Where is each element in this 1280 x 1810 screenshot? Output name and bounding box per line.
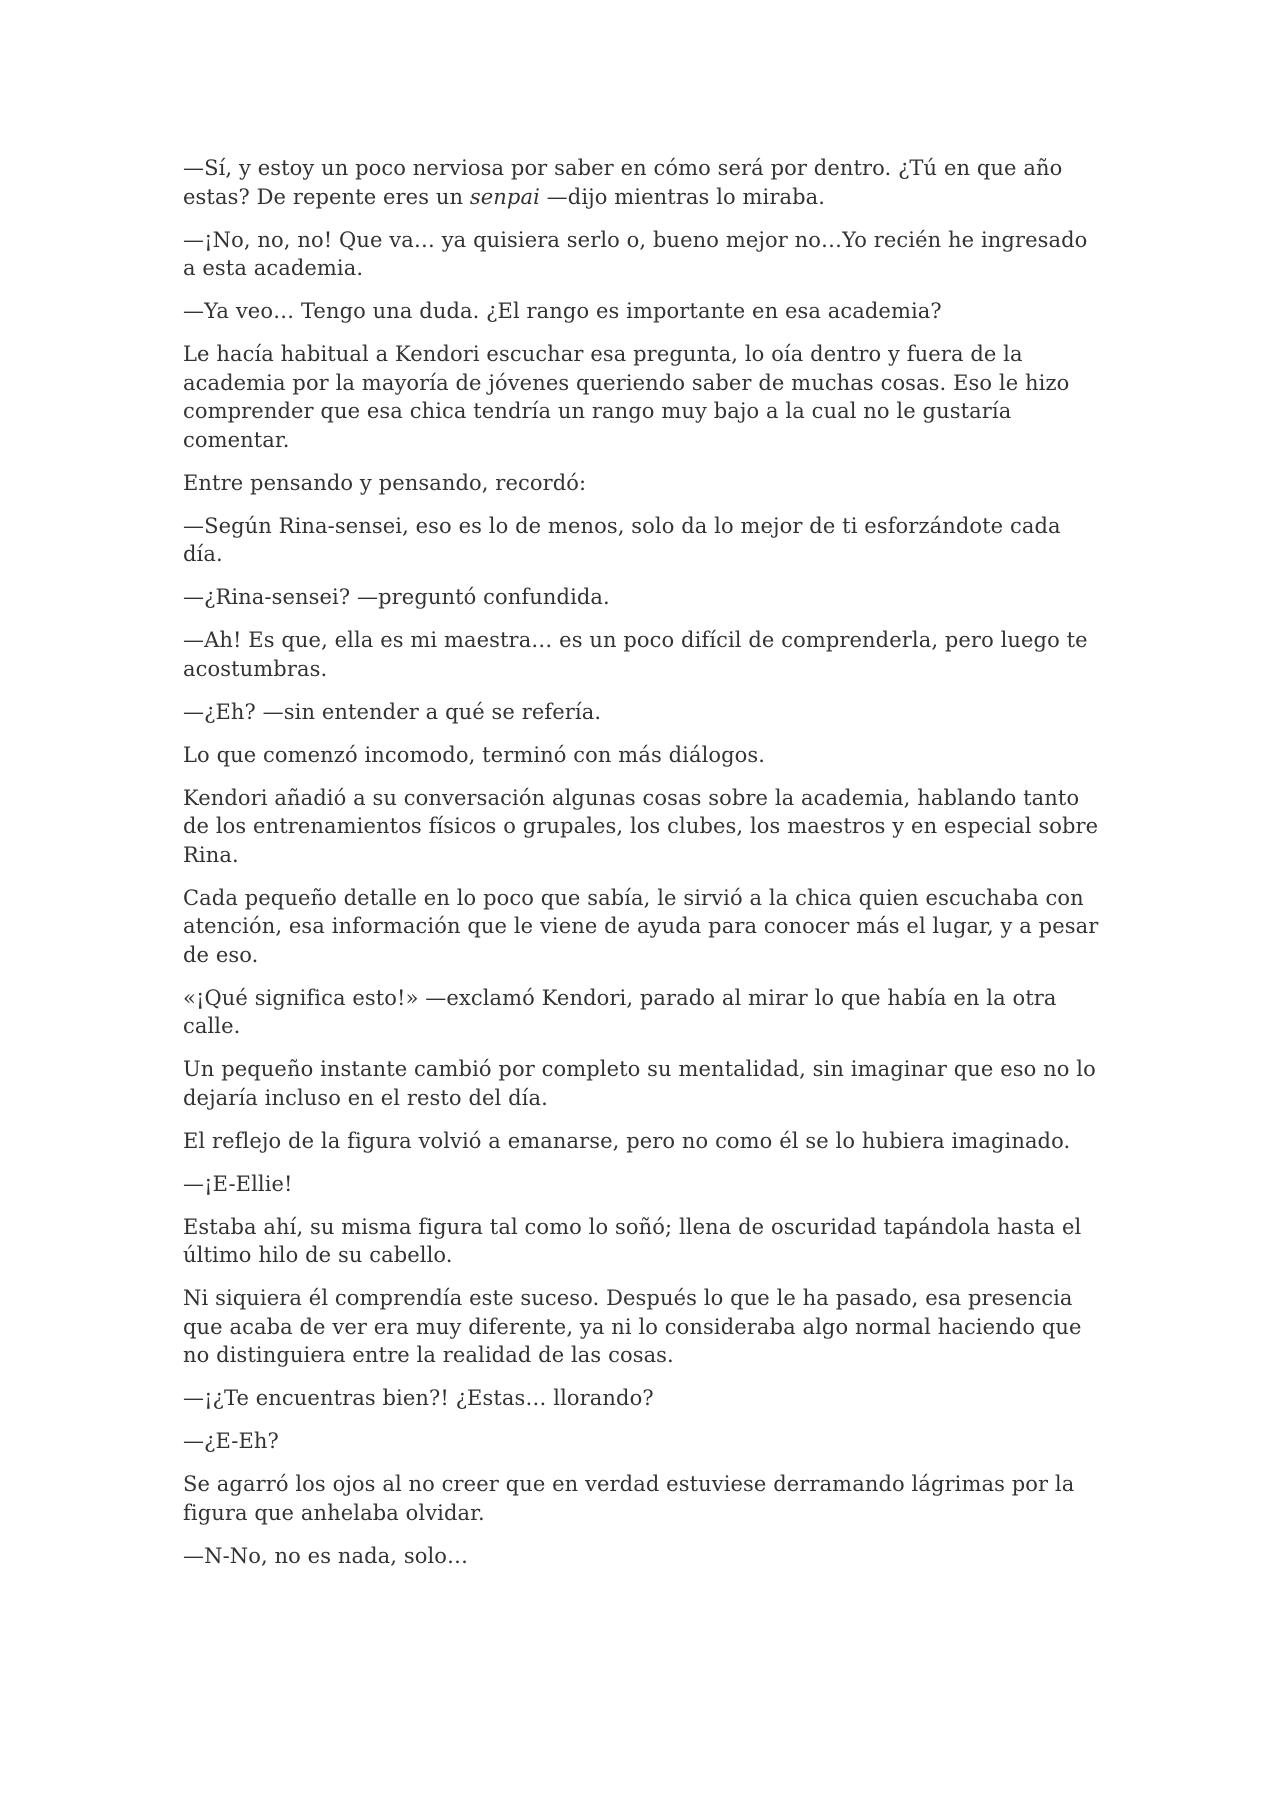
paragraph: —Ah! Es que, ella es mi maestra… es un poco difícil de comprenderla, pero luego te acostumbras.: [183, 628, 1088, 681]
body-text: [183, 154, 1101, 1585]
paragraph: —¡E-Ellie!: [183, 1171, 293, 1196]
paragraph: «¡Qué significa esto!» —exclamó Kendori, parado al mirar lo que había en la otra calle.: [183, 985, 1057, 1038]
paragraph: —¿E-Eh?: [183, 1429, 279, 1453]
paragraph: Entre pensando y pensando, recordó:: [183, 470, 587, 495]
paragraph: —Según Rina-sensei, eso es lo de menos, solo da lo mejor de ti esforzándote cada día.: [183, 513, 1061, 566]
paragraph: —¡¿Te encuentras bien?! ¿Estas… llorando?: [183, 1386, 654, 1410]
paragraph: —¡No, no, no! Que va… ya quisiera serlo o, bueno mejor no…Yo recién he ingresado a esta academia.: [183, 227, 1088, 280]
paragraph-text: —Sí, y estoy un poco nerviosa por saber en cómo será por dentro. ¿Tú en que año estas? De repente eres un: [183, 156, 1063, 209]
paragraph: Un pequeño instante cambió por completo su mentalidad, sin imaginar que eso no lo dejaría incluso en el resto del día.: [183, 1057, 1096, 1110]
paragraph: Kendori añadió a su conversación algunas cosas sobre la academia, hablando tanto de los entrenamientos físicos o grupales, los clubes, los maestros y en especial sobre Rina.: [183, 785, 1099, 867]
paragraph: —N-No, no es nada, solo…: [183, 1543, 469, 1568]
emphasized-word: senpai: [469, 184, 540, 209]
paragraph: [183, 154, 1101, 211]
paragraph: Ni siquiera él comprendía este suceso. Después lo que le ha pasado, esa presencia que acaba de ver era muy diferente, ya ni lo consideraba algo normal haciendo que no distinguiera entre la realidad de las cosas.: [183, 1286, 1082, 1367]
paragraph: Estaba ahí, su misma figura tal como lo soñó; llena de oscuridad tapándola hasta el último hilo de su cabello.: [183, 1214, 1082, 1267]
paragraph: Le hacía habitual a Kendori escuchar esa pregunta, lo oía dentro y fuera de la academia por la mayoría de jóvenes queriendo saber de muchas cosas. Eso le hizo comprender que esa chica tendría un rango muy bajo a la cual no le gustaría comentar.: [183, 342, 1070, 452]
paragraph: Se agarró los ojos al no creer que en verdad estuviese derramando lágrimas por la figura que anhelaba olvidar.: [183, 1472, 1075, 1525]
paragraph-text: —dijo mientras lo miraba.: [539, 184, 826, 209]
paragraph: —Ya veo… Tengo una duda. ¿El rango es importante en esa academia?: [183, 299, 942, 323]
paragraph: Cada pequeño detalle en lo poco que sabía, le sirvió a la chica quien escuchaba con atención, esa información que le viene de ayuda para conocer más el lugar, y a pesar de eso.: [183, 885, 1099, 967]
paragraph: —¿Rina-sensei? —preguntó confundida.: [183, 585, 610, 609]
paragraph: Lo que comenzó incomodo, terminó con más diálogos.: [183, 742, 766, 767]
paragraph: —¿Eh? —sin entender a qué se refería.: [183, 699, 602, 724]
paragraph: El reflejo de la figura volvió a emanarse, pero no como él se lo hubiera imaginado.: [183, 1128, 1071, 1153]
